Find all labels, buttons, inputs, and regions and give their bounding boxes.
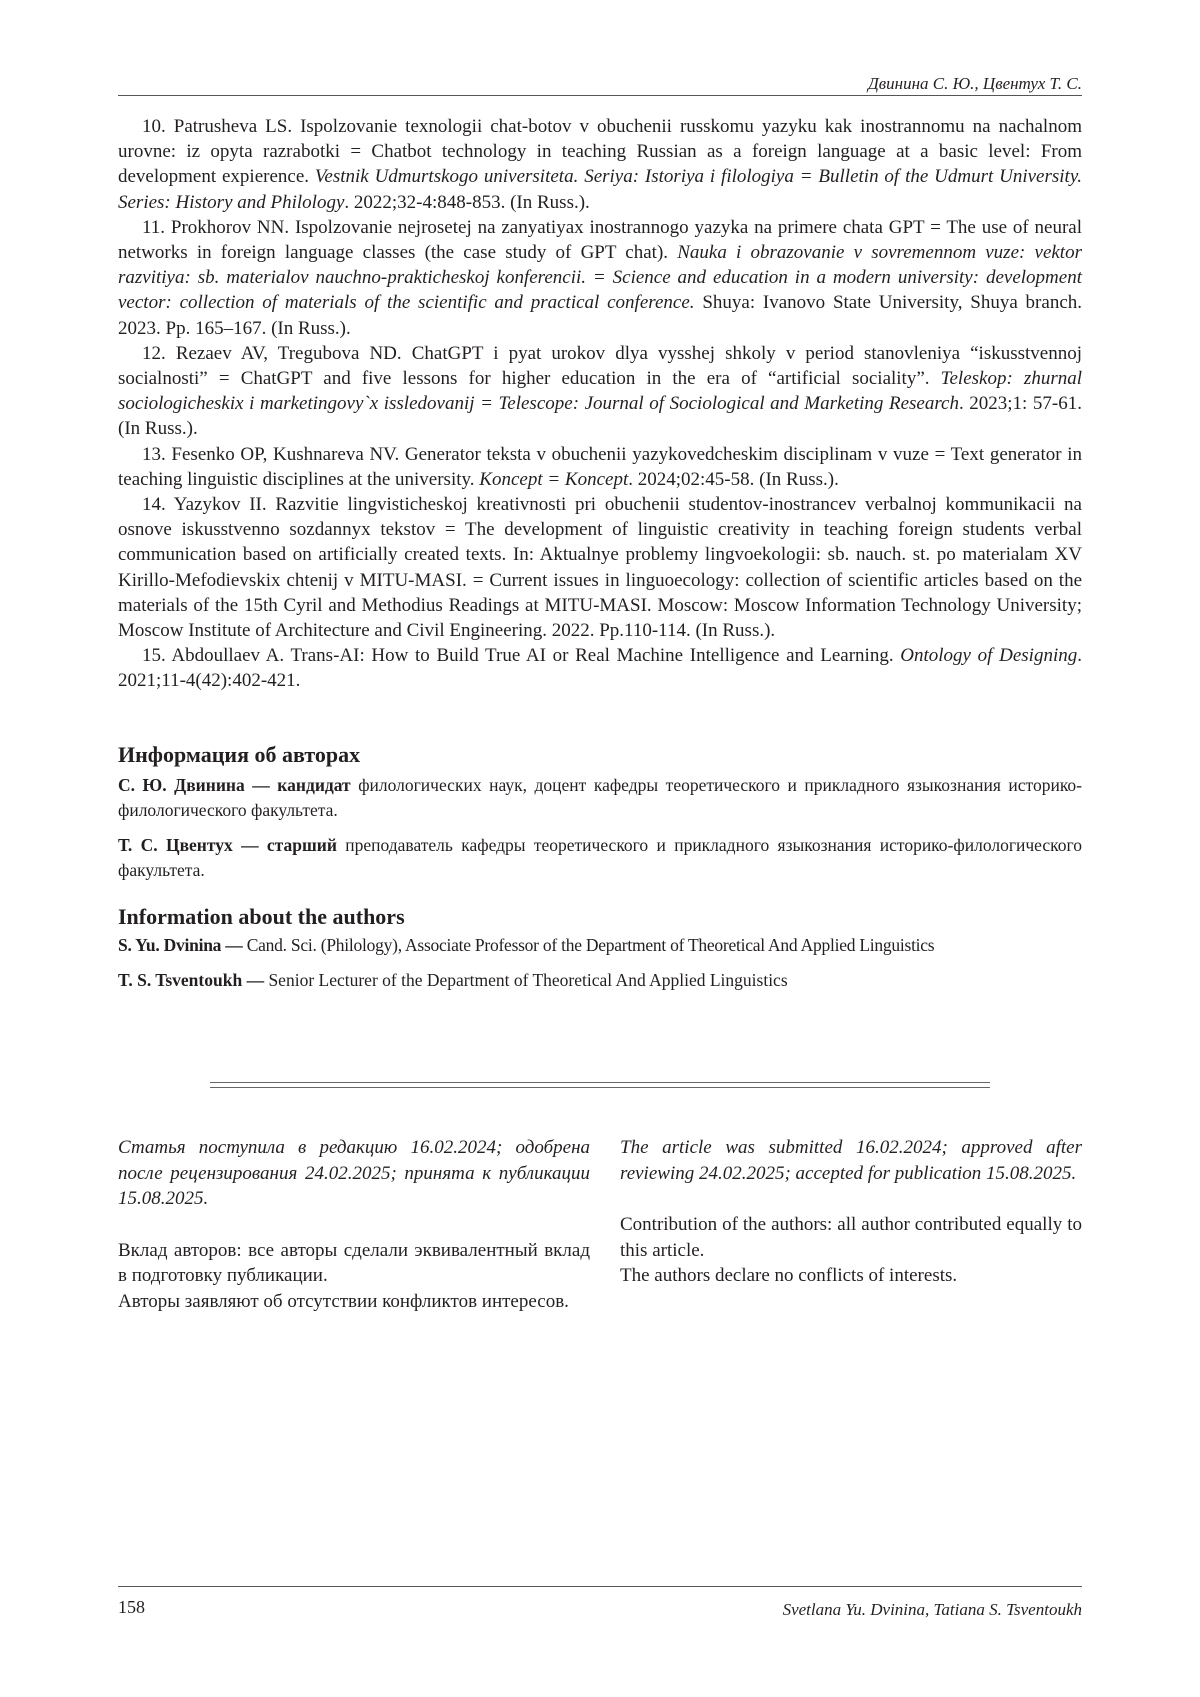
- footer-authors: Svetlana Yu. Dvinina, Tatiana S. Tsventoukh: [782, 1600, 1082, 1619]
- reference-source: Ontology of Designing: [900, 645, 1078, 667]
- reference-text: 15. Abdoullaev A. Trans-AI: How to Build True AI or Real Machine Intelligence and Learning.: [142, 645, 901, 667]
- reference-text: . 2021;11-4(42):402-421.: [118, 645, 1082, 692]
- reference-source: Koncept = Koncept: [479, 468, 629, 490]
- author-name: S. Yu. Dvinina —: [118, 935, 243, 955]
- reference-item: [118, 215, 1082, 341]
- submission-info-en: [620, 1135, 1082, 1289]
- author-description: Senior Lecturer of the Department of Theoretical And Applied Linguistics: [264, 970, 788, 990]
- author-description: преподаватель кафедры теоретического и прикладного языкознания историко-филологического факультета.: [118, 835, 1082, 880]
- submission-dates: Статья поступила в редакцию 16.02.2024; одобрена после рецензирования 24.02.2025; принята к публикации 15.08.2025.: [118, 1137, 590, 1209]
- reference-text: 13. Fesenko OP, Kushnareva NV. Generator teksta v obuchenii yazykovedcheskim disciplinam v vuze = Text generator in teaching linguistic disciplines at the university.: [118, 443, 1082, 490]
- authors-info-ru: [118, 742, 1082, 893]
- conflict-statement: Авторы заявляют об отсутствии конфликтов интересов.: [118, 1290, 569, 1312]
- reference-item: [118, 492, 1082, 643]
- author-entry: [118, 833, 1082, 883]
- reference-source: Vestnik Udmurtskogo universiteta. Seriya: Istoriya i filologiya = Bulletin of the Udmurt University. Series: History and Philology: [118, 166, 1082, 213]
- reference-item: [118, 114, 1082, 215]
- reference-text: . 2022;32-4:848-853. (In Russ.).: [344, 191, 590, 213]
- reference-text: 10. Patrusheva LS. Ispolzovanie texnologii chat-botov v obuchenii russkomu yazyku kak inostrannomu na nachalnom urovne: iz opyta razrabotki = Chatbot technology in teaching Russian as a foreign language at a basic level: From development expierence.: [118, 116, 1082, 188]
- author-entry: [118, 968, 1082, 993]
- author-name: T. S. Tsventoukh —: [118, 970, 265, 990]
- reference-source: Teleskop: zhurnal sociologicheskix i marketingovy`x issledovanij = Telescope: Journal of Sociological and Marketing Research: [118, 368, 1082, 415]
- contribution-statement: Contribution of the authors: all author contributed equally to this article.: [620, 1214, 1082, 1261]
- author-entry: [118, 933, 1082, 958]
- conflict-statement: The authors declare no conflicts of interests.: [620, 1265, 958, 1286]
- author-name: С. Ю. Двинина — кандидат: [118, 775, 351, 795]
- reference-list: [118, 114, 1082, 694]
- double-divider: [210, 1082, 990, 1088]
- header-rule: [118, 95, 1082, 96]
- author-description: филологических наук, доцент кафедры теоретического и прикладного языкознания историко-филологического факультета.: [118, 775, 1083, 820]
- reference-text: 12. Rezaev AV, Tregubova ND. ChatGPT i pyat urokov dlya vysshej shkoly v period stanovleniya “iskusstvennoj socialnosti” = ChatGPT and five lessons for higher education in the era of “artificial sociality”.: [118, 342, 1082, 390]
- reference-item: [118, 341, 1082, 442]
- reference-text: 14. Yazykov II. Razvitie lingvisticheskoj kreativnosti pri obuchenii studentov-inostrancev verbalnoj kommunikacii na osnove iskusstvenno sozdannyx tekstov = The development of linguistic creativity in teaching foreign students verbal communication based on artificially created texts. In: Aktualnye problemy lingvoekologii: sb. nauch. st. po materialam XV Kirillo-Mefodievskix chtenij v MITU-MASI. = Current issues in linguoecology: collection of scientific articles based on the materials of the 15th Cyril and Methodius Readings at MITU-MASI. Moscow: Moscow Information Technology University; Moscow Institute of Architecture and Civil Engineering. 2022. Pp.110-114. (In Russ.).: [118, 494, 1082, 642]
- submission-info-ru: [118, 1135, 590, 1314]
- section-heading: Информация об авторах: [118, 742, 361, 767]
- section-heading: Information about the authors: [118, 904, 405, 929]
- footer-rule: [118, 1586, 1082, 1587]
- reference-text: . 2023;1: 57-61. (In Russ.).: [118, 393, 1082, 440]
- authors-info-en: [118, 904, 1082, 1003]
- reference-item: [118, 442, 1082, 492]
- author-name: Т. С. Цвентух — старший: [118, 835, 337, 855]
- author-description: Cand. Sci. (Philology), Associate Professor of the Department of Theoretical And Applied Linguistics: [242, 935, 935, 955]
- running-head: Двинина С. Ю., Цвентух Т. С.: [867, 74, 1082, 93]
- author-entry: [118, 773, 1082, 823]
- reference-text: 11. Prokhorov NN. Ispolzovanie nejrosetej na zanyatiyax inostrannogo yazyka na primere chata GPT = The use of neural networks in foreign language classes (the case study of GPT chat).: [118, 216, 1082, 264]
- reference-text: . 2024;02:45-58. (In Russ.).: [628, 468, 839, 490]
- submission-dates: The article was submitted 16.02.2024; approved after reviewing 24.02.2025; accepted for publication 15.08.2025.: [620, 1137, 1082, 1184]
- reference-source: Nauka i obrazovanie v sovremennom vuze: vektor razvitiya: sb. materialov nauchno-prakticheskoj konferencii. = Science and education in a modern university: development vector: collection of materials of the scientific and practical conference.: [118, 242, 1082, 314]
- reference-text: Shuya: Ivanovo State University, Shuya branch. 2023. Pp. 165–167. (In Russ.).: [118, 292, 1082, 339]
- reference-item: [118, 643, 1082, 693]
- contribution-statement: Вклад авторов: все авторы сделали эквивалентный вклад в подготовку публикации.: [118, 1239, 590, 1286]
- page-number: 158: [118, 1597, 145, 1617]
